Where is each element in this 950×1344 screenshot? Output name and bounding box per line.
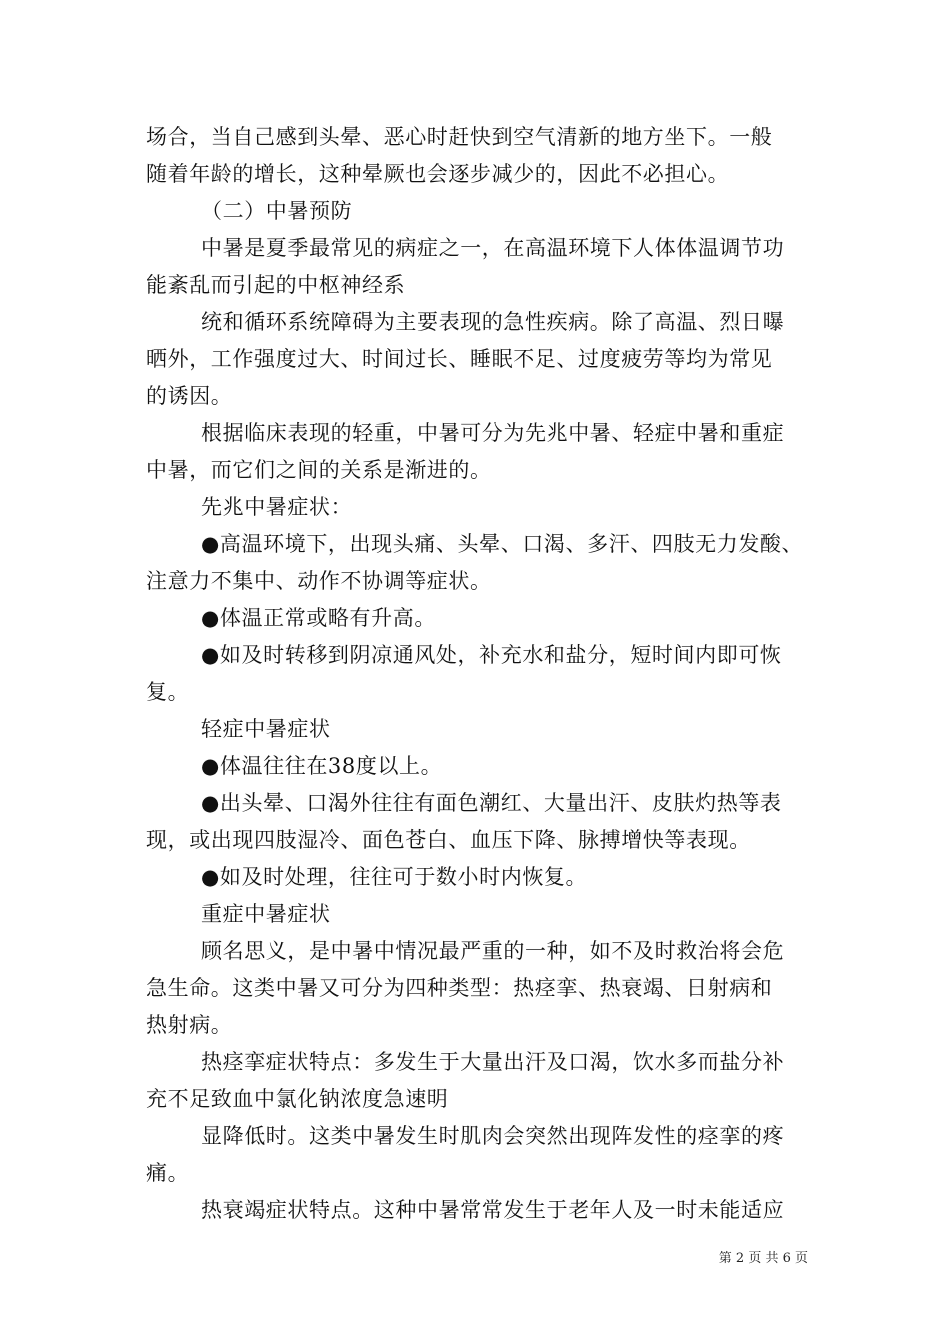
text-line: 能紊乱而引起的中枢神经系: [146, 273, 406, 297]
page-number-footer: 第 2 页 共 6 页: [718, 1251, 808, 1266]
bullet-line: ●体温正常或略有升高。: [201, 606, 436, 630]
text-line: 现，或出现四肢湿冷、面色苍白、血压下降、脉搏增快等表现。: [146, 828, 751, 852]
section-heading: （二）中暑预防: [201, 199, 353, 223]
text-line: 急生命。这类中暑又可分为四种类型：热痉挛、热衰竭、日射病和: [146, 976, 773, 1000]
text-line: 中暑是夏季最常见的病症之一，在高温环境下人体体温调节功: [201, 236, 785, 260]
bullet-line: ●如及时转移到阴凉通风处，补充水和盐分，短时间内即可恢: [201, 643, 782, 667]
text-line: 复。: [146, 680, 190, 704]
text-line: 中暑，而它们之间的关系是渐进的。: [146, 458, 492, 482]
subheading: 先兆中暑症状：: [201, 495, 353, 519]
text-line: 显降低时。这类中暑发生时肌肉会突然出现阵发性的痉挛的疼: [201, 1124, 785, 1148]
text-line: 随着年龄的增长，这种晕厥也会逐步减少的，因此不必担心。: [146, 162, 730, 186]
text-line: 热射病。: [146, 1013, 233, 1037]
subheading: 轻症中暑症状: [201, 717, 331, 741]
text-line: 的诱因。: [146, 384, 233, 408]
text-line: 热衰竭症状特点。这种中暑常常发生于老年人及一时未能适应: [201, 1198, 785, 1222]
bullet-line: ●高温环境下，出现头痛、头晕、口渴、多汗、四肢无力发酸、: [201, 532, 804, 556]
bullet-line: ●体温往往在38度以上。: [201, 754, 443, 778]
subheading: 重症中暑症状: [201, 902, 331, 926]
text-line: 充不足致血中氯化钠浓度急速明: [146, 1087, 449, 1111]
text-line: 注意力不集中、动作不协调等症状。: [146, 569, 492, 593]
text-line: 顾名思义，是中暑中情况最严重的一种，如不及时救治将会危: [201, 939, 785, 963]
text-line: 场合，当自己感到头晕、恶心时赶快到空气清新的地方坐下。一般: [146, 125, 773, 149]
text-line: 根据临床表现的轻重，中暑可分为先兆中暑、轻症中暑和重症: [201, 421, 785, 445]
text-line: 晒外，工作强度过大、时间过长、睡眠不足、过度疲劳等均为常见: [146, 347, 773, 371]
bullet-line: ●如及时处理，往往可于数小时内恢复。: [201, 865, 588, 889]
text-line: 统和循环系统障碍为主要表现的急性疾病。除了高温、烈日曝: [201, 310, 785, 334]
bullet-line: ●出头晕、口渴外往往有面色潮红、大量出汗、皮肤灼热等表: [201, 791, 782, 815]
text-line: 热痉挛症状特点：多发生于大量出汗及口渴，饮水多而盐分补: [201, 1050, 785, 1074]
text-line: 痛。: [146, 1161, 190, 1185]
